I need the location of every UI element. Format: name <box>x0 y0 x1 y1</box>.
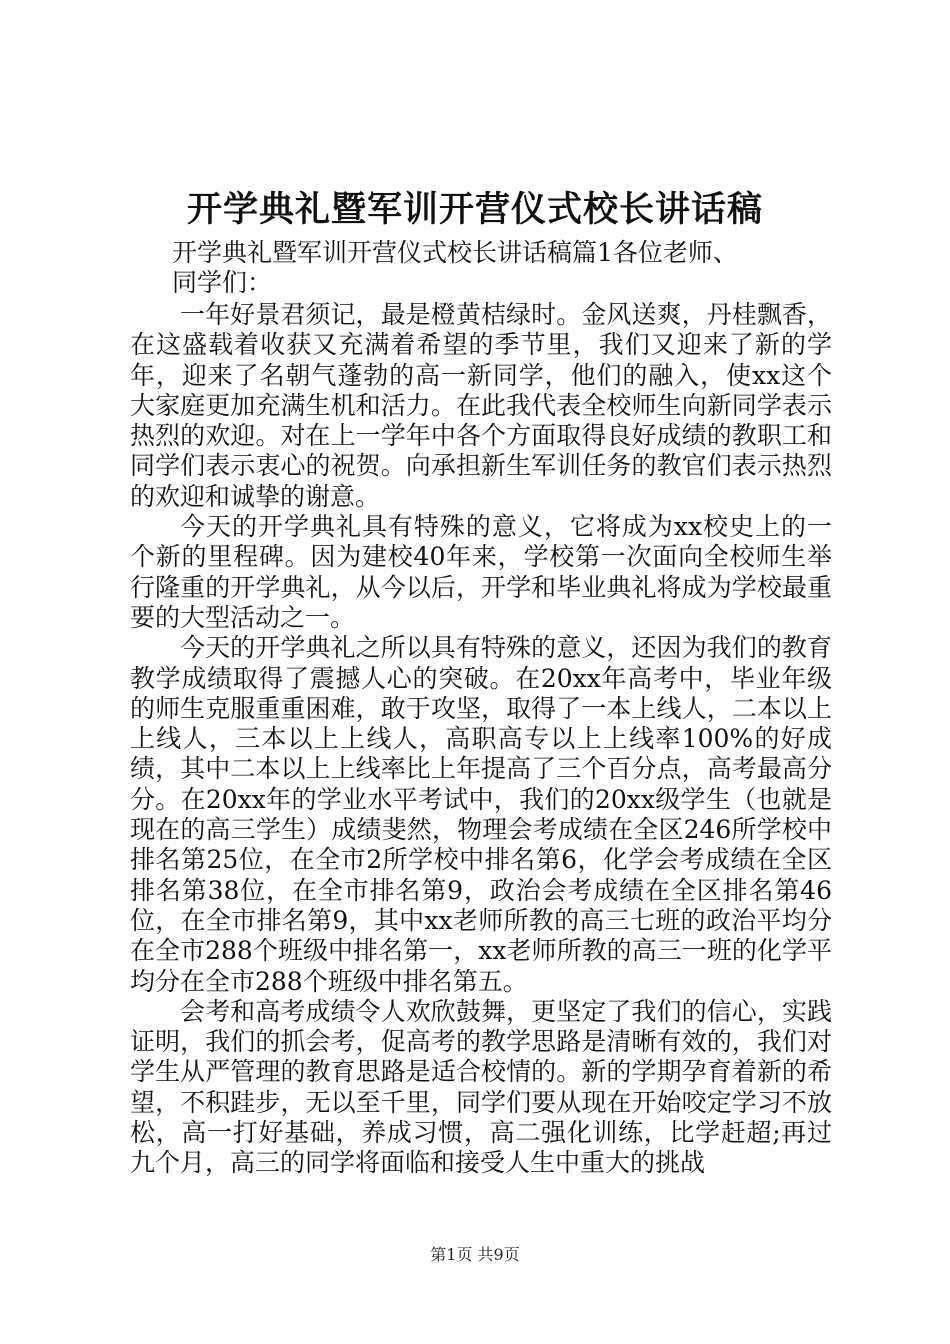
document-body <box>130 238 832 1179</box>
document-title: 开学典礼暨军训开营仪式校长讲话稿 <box>186 189 763 230</box>
intro-line: 同学们： <box>172 268 273 297</box>
body-paragraph: 会考和高考成绩令人欢欣鼓舞，更坚定了我们的信心，实践证明，我们的抓会考，促高考的教学思路是清晰有效的，我们对学生从严管理的教育思路是适合校情的。新的学期孕育着新的希望，不积跬步，无以至千里，同学们要从现在开始咬定学习不放松，高一打好基础，养成习惯，高二强化训练，比学赶超;再过九个月，高三的同学将面临和接受人生中重大的挑战 <box>130 996 832 1178</box>
body-paragraph: 一年好景君须记，最是橙黄桔绿时。金风送爽，丹桂飘香，在这盛载着收获又充满着希望的季节里，我们又迎来了新的学年，迎来了名朝气蓬勃的高一新同学，他们的融入，使xx这个大家庭更加充满生机和活力。在此我代表全校师生向新同学表示热烈的欢迎。对在上一学年中各个方面取得良好成绩的教职工和同学们表示衷心的祝贺。向承担新生军训任务的教官们表示热烈的欢迎和诚挚的谢意。 <box>130 300 832 511</box>
body-paragraph: 今天的开学典礼具有特殊的意义，它将成为xx校史上的一个新的里程碑。因为建校40年来，学校第一次面向全校师生举行隆重的开学典礼，从今以后，开学和毕业典礼将成为学校最重要的大型活动之一。 <box>130 512 832 632</box>
page-number: 第1页 共9页 <box>430 1245 520 1264</box>
body-paragraph: 今天的开学典礼之所以具有特殊的意义，还因为我们的教育教学成绩取得了震撼人心的突破。在20xx年高考中，毕业年级的师生克服重重困难，敢于攻坚，取得了一本上线人，二本以上上线人，三本以上上线人，高职高专以上上线率100%的好成绩，其中二本以上上线率比上年提高了三个百分点，高考最高分分。在20xx年的学业水平考试中，我们的20xx级学生（也就是现在的高三学生）成绩斐然，物理会考成绩在全区246所学校中排名第25位，在全市2所学校中排名第6，化学会考成绩在全区排名第38位，在全市排名第9，政治会考成绩在全区排名第46位，在全市排名第9，其中xx老师所教的高三七班的政治平均分在全市288个班级中排名第一，xx老师所教的高三一班的化学平均分在全市288个班级中排名第五。 <box>130 633 832 996</box>
intro-line: 开学典礼暨军训开营仪式校长讲话稿篇1各位老师、 <box>172 238 738 267</box>
